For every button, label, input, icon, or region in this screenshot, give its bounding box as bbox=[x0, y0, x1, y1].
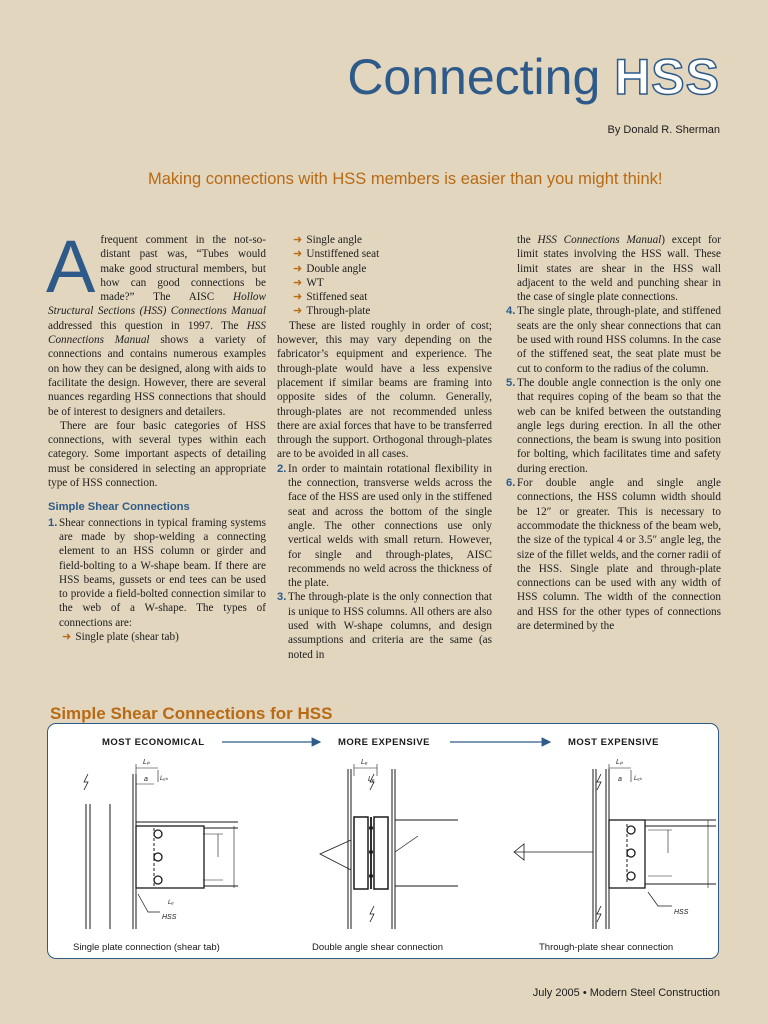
intro-text: frequent comment in the not-so-distant past was, “Tubes would make good structural members, but how can good connections be made?” The AISC bbox=[100, 234, 266, 304]
caption-through-plate: Through-plate shear connection bbox=[539, 942, 674, 953]
single-plate-diagram bbox=[84, 759, 238, 929]
numbered-item-3 bbox=[277, 590, 492, 661]
byline: By Donald R. Sherman bbox=[607, 124, 720, 136]
bullet-text: Single angle bbox=[306, 234, 362, 246]
arrow-icon: ➜ bbox=[62, 631, 72, 644]
double-angle-diagram bbox=[320, 759, 458, 929]
label-more-expensive: MORE EXPENSIVE bbox=[338, 737, 430, 748]
arrow-icon: ➜ bbox=[293, 248, 303, 261]
dim-lp: Lₚ bbox=[616, 759, 623, 766]
article-title bbox=[347, 49, 720, 105]
cont-text-2: ) except for limit states involving the HSS wall. These limit states are shear in the HSS wall adjacent to the weld and punching shear in the case of single plate connections. bbox=[517, 234, 721, 304]
intro-text-3: shows a variety of connections and contains numerous examples on how they can be designed, along with aids to facilitate the design. However, there are several nuances regarding HSS connections that should be of interest to designers and detailers. bbox=[48, 334, 266, 418]
item-number: 2. bbox=[277, 462, 287, 475]
item-number: 6. bbox=[506, 477, 516, 490]
bullet-text: Double angle bbox=[306, 262, 367, 275]
item-text: In order to maintain rotational flexibility in the connection, transverse welds across the face of the HSS are used only in the stiffened seat and across the bottom of the single angle. The other connections use only vertical welds with small return. However, for single and through-plates, AISC recommends no weld across the thickness of the plate. bbox=[288, 462, 492, 590]
arrow-icon: ➜ bbox=[293, 234, 303, 246]
item-text: For double angle and single angle connections, the HSS column width should be 12″ or greater. This is necessary to accommodate the thickness of the beam web, the size of the typical 4 or 3.5″ angle leg, the size of the fillet welds, and the corner radii of the HSS. Single plate and through-plate connections can be used with any width of HSS column. The width of the connection and HSS for the other types of connections are determined by the bbox=[517, 477, 721, 633]
drop-cap: A bbox=[46, 225, 96, 308]
intro-manual-title: Hollow Structural Sections (HSS) Connections Manual bbox=[48, 291, 266, 318]
figure-title: Simple Shear Connections for HSS bbox=[50, 704, 333, 723]
footer: July 2005 • Modern Steel Construction bbox=[532, 987, 720, 999]
intro-paragraph bbox=[46, 225, 266, 419]
title-main: Connecting bbox=[347, 49, 601, 105]
section-heading: Simple Shear Connections bbox=[48, 501, 190, 514]
label-hss: HSS bbox=[162, 914, 177, 921]
dim-a: a bbox=[618, 776, 622, 783]
dim-leh: Lₑₕ bbox=[634, 776, 643, 782]
bullet-item bbox=[277, 233, 492, 247]
item-text: The double angle connection is the only one that requires coping of the beam so that the web can be knifed between the outstanding angle legs during erection. In all the other connections, the beam is swung into position for bolting, which facilitates time and safety during erection. bbox=[517, 376, 721, 475]
bullet-item bbox=[277, 304, 492, 318]
item-number: 5. bbox=[506, 376, 516, 389]
label-hss: HSS bbox=[674, 909, 689, 916]
connections-diagram bbox=[48, 724, 719, 959]
item-number: 4. bbox=[506, 305, 516, 318]
bullet-text: Through-plate bbox=[306, 305, 371, 318]
arrow-icon: ➜ bbox=[293, 305, 303, 318]
subtitle: Making connections with HSS members is easier than you might think! bbox=[148, 170, 663, 188]
bullet-text: Stiffened seat bbox=[306, 291, 368, 304]
item-text: The through-plate is the only connection that is unique to HSS columns. All others are also used with W-shape columns, and design assumptions and criteria are the same (as noted in bbox=[288, 591, 492, 661]
caption-double-angle: Double angle shear connection bbox=[312, 942, 443, 953]
item-number: 1. bbox=[48, 516, 58, 529]
dim-lp: Lₚ bbox=[143, 759, 150, 766]
bullet-item bbox=[277, 262, 492, 276]
numbered-item-6 bbox=[506, 476, 721, 633]
arrow-icon: ➜ bbox=[293, 291, 303, 304]
dim-a: a bbox=[144, 776, 148, 783]
item-text: The single plate, through-plate, and stiffened seats are the only shear connections that can be used with round HSS columns. In the case of the stiffened seat, the seat plate must be cut to conform to the radius of the column. bbox=[517, 305, 721, 375]
bullet-item bbox=[48, 630, 266, 644]
label-most-economical: MOST ECONOMICAL bbox=[102, 737, 205, 748]
paragraph-categories: There are four basic categories of HSS connections, with several types within each category. Some important aspects of detailing must be considered in selecting an appropriate type of HSS connection. bbox=[48, 419, 266, 490]
bullet-item bbox=[277, 290, 492, 304]
cont-manual-title: HSS Connections Manual bbox=[537, 234, 662, 246]
dim-le: Lₑ bbox=[168, 900, 174, 906]
column-2 bbox=[277, 233, 492, 662]
intro-manual-title-2: HSS Connections Manual bbox=[48, 319, 266, 347]
caption-single-plate: Single plate connection (shear tab) bbox=[73, 942, 220, 953]
cont-text: the bbox=[517, 234, 538, 246]
intro-text-2: addressed this question in 1997. The bbox=[48, 319, 247, 332]
column-3 bbox=[506, 233, 721, 633]
item-text: Shear connections in typical framing systems are made by shop-welding a connecting element to an HSS column or girder and field-bolting to a W-shape beam. If there are HSS beams, gussets or end tees can be used to provide a field-bolted connection similar to the web of a W-shape. The types of connections are: bbox=[59, 516, 266, 629]
dim-le: Lₑ bbox=[361, 759, 368, 766]
item-number: 3. bbox=[277, 591, 287, 604]
numbered-item-1 bbox=[48, 516, 266, 630]
dim-le-2: Lₑ bbox=[368, 776, 375, 783]
bullet-item bbox=[277, 247, 492, 261]
arrow-icon: ➜ bbox=[293, 276, 303, 289]
arrow-icon: ➜ bbox=[293, 262, 303, 275]
bullet-text: Unstiffened seat bbox=[306, 248, 380, 261]
paragraph-cost: These are listed roughly in order of cost; however, this may vary depending on the fabricator’s equipment and experience. The through-plate would have a less expensive placement if similar beams are framing into opposite sides of the column. Generally, through-plates are not recommended unless there are axial forces that have to be transferred through the support. Orthogonal through-plates are to be avoided in all cases. bbox=[277, 319, 492, 461]
label-most-expensive: MOST EXPENSIVE bbox=[568, 737, 659, 748]
title-accent: HSS bbox=[614, 49, 720, 105]
figure-box bbox=[47, 723, 719, 959]
dim-leh: Lₑₕ bbox=[160, 776, 169, 782]
numbered-item-2 bbox=[277, 462, 492, 591]
column-1 bbox=[46, 225, 266, 644]
through-plate-diagram bbox=[514, 759, 716, 929]
numbered-item-4 bbox=[506, 304, 721, 375]
continued-paragraph bbox=[506, 233, 721, 304]
bullet-item bbox=[277, 276, 492, 290]
numbered-item-5 bbox=[506, 376, 721, 476]
bullet-text: WT bbox=[306, 276, 324, 289]
bullet-text: Single plate (shear tab) bbox=[75, 631, 179, 644]
